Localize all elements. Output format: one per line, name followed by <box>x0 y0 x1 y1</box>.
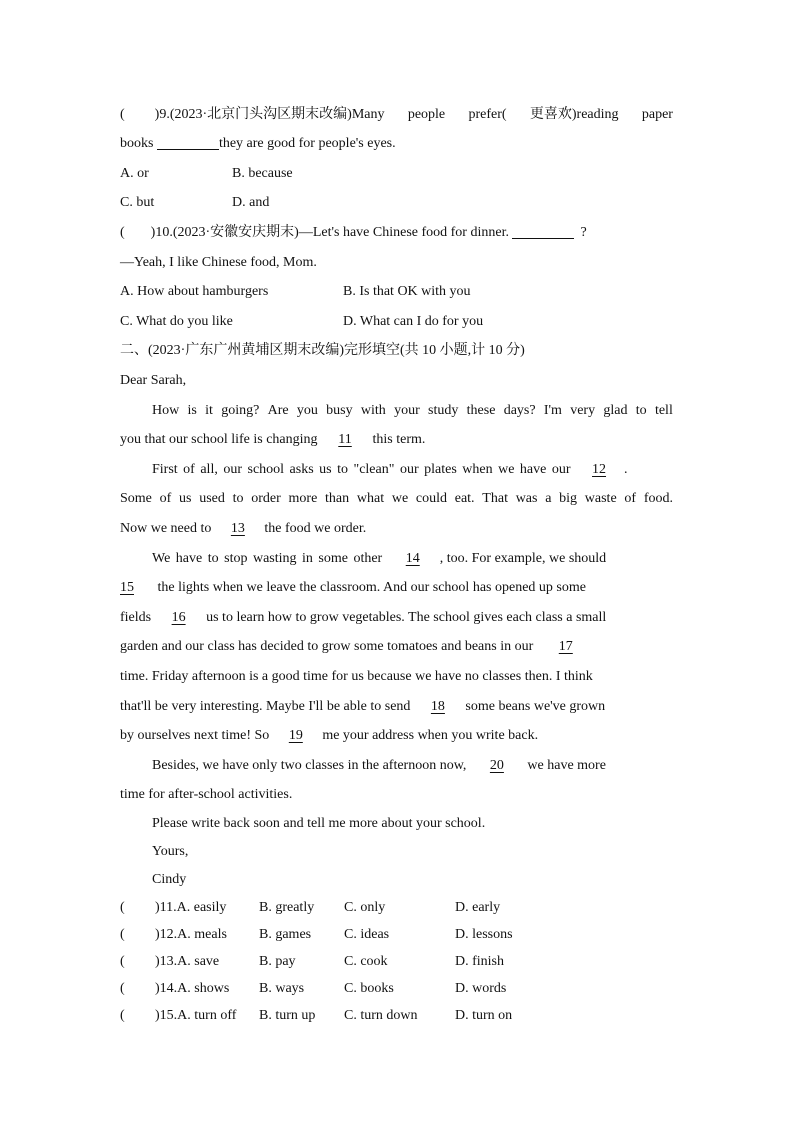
option-b[interactable]: B. games <box>259 927 312 942</box>
q9-option-b: B. because <box>232 166 293 181</box>
option-a[interactable]: )15.A. turn off <box>155 1008 237 1023</box>
option-c[interactable]: C. ideas <box>344 927 390 942</box>
letter-p5: Please write back soon and tell me more about your school. <box>152 816 486 831</box>
word: very <box>570 403 596 418</box>
option-a[interactable]: )14.A. shows <box>155 981 230 996</box>
option-a[interactable]: )11.A. easily <box>155 900 227 915</box>
option-d[interactable]: D. words <box>455 981 507 996</box>
word: is <box>187 403 197 418</box>
q9-text: books <box>120 136 154 151</box>
text: this term. <box>372 432 426 447</box>
letter-p1-line1 <box>152 401 673 421</box>
q9-answer-blank[interactable] <box>157 135 219 150</box>
word: food. <box>643 491 673 506</box>
word: more <box>288 491 318 506</box>
paren: ( <box>120 927 125 942</box>
word: you <box>296 403 318 418</box>
blank-14[interactable]: 14 <box>405 551 420 566</box>
option-b[interactable]: B. ways <box>259 981 305 996</box>
word: these <box>466 403 496 418</box>
letter-p3-line1 <box>152 549 606 569</box>
blank-19[interactable]: 19 <box>288 728 303 743</box>
q9-stem-line1 <box>120 105 673 125</box>
letter-p4-line1 <box>152 756 606 776</box>
text: We have to stop wasting in some other <box>152 551 383 566</box>
word: with <box>360 403 386 418</box>
word: tell <box>654 403 673 418</box>
option-row-13 <box>120 952 680 972</box>
word: I'm <box>543 403 562 418</box>
letter-p3-line2 <box>120 578 586 598</box>
word: Are <box>267 403 289 418</box>
letter-p2-line2 <box>120 489 673 509</box>
option-d[interactable]: D. turn on <box>455 1008 513 1023</box>
text: we have more <box>527 758 606 773</box>
text: Now we need to <box>120 521 212 536</box>
q9-option-d: D. and <box>232 195 270 210</box>
q10-option-a: A. How about hamburgers <box>120 284 269 299</box>
word: big <box>559 491 578 506</box>
option-row-15 <box>120 1006 680 1026</box>
letter-p2-line1 <box>152 460 628 480</box>
paren: ( <box>120 1008 125 1023</box>
word: glad <box>603 403 628 418</box>
option-row-12 <box>120 925 680 945</box>
section-title: 二、(2023·广东广州黄埔区期末改编)完形填空(共 10 小题,计 10 分) <box>120 343 525 358</box>
option-c[interactable]: C. only <box>344 900 386 915</box>
word: Some <box>120 491 152 506</box>
option-d[interactable]: D. finish <box>455 954 504 969</box>
q9-word: 更喜欢)reading <box>529 107 619 122</box>
letter-p3-line4 <box>120 637 573 657</box>
q9-label: )9.(2023·北京门头沟区期末改编)Many <box>154 107 385 122</box>
q10-stem-line2: —Yeah, I like Chinese food, Mom. <box>120 255 317 270</box>
word: How <box>152 403 180 418</box>
option-a[interactable]: )13.A. save <box>155 954 220 969</box>
word: us <box>179 491 192 506</box>
text: the food we order. <box>264 521 367 536</box>
word: study <box>428 403 459 418</box>
paren: ( <box>120 981 125 996</box>
blank-13[interactable]: 13 <box>230 521 245 536</box>
option-b[interactable]: B. greatly <box>259 900 315 915</box>
blank-16[interactable]: 16 <box>171 610 186 625</box>
option-c[interactable]: C. turn down <box>344 1008 418 1023</box>
text: , too. For example, we should <box>439 551 607 566</box>
q10-paren: ( <box>120 225 125 240</box>
letter-p3-line3 <box>120 608 606 628</box>
q10-text: )10.(2023·安徽安庆期末)—Let's have Chinese food for dinner. <box>150 225 509 240</box>
q9-paren: ( <box>120 107 125 122</box>
word: used <box>199 491 225 506</box>
letter-signature: Cindy <box>152 872 187 887</box>
option-d[interactable]: D. lessons <box>455 927 513 942</box>
option-row-14 <box>120 979 680 999</box>
letter-p3-line5: time. Friday afternoon is a good time for us because we have no classes then. I think <box>120 669 593 684</box>
option-c[interactable]: C. cook <box>344 954 388 969</box>
text: fields <box>120 610 152 625</box>
text: garden and our class has decided to grow some tomatoes and beans in our <box>120 639 534 654</box>
text: the lights when we leave the classroom. And our school has opened up some <box>157 580 586 595</box>
text: you that our school life is changing <box>120 432 318 447</box>
text: . <box>624 462 628 477</box>
letter-p4-line2: time for after-school activities. <box>120 787 293 802</box>
word: it <box>205 403 213 418</box>
blank-17[interactable]: 17 <box>558 639 573 654</box>
blank-12[interactable]: 12 <box>592 462 607 477</box>
blank-18[interactable]: 18 <box>430 699 445 714</box>
word: eat. <box>454 491 475 506</box>
word: what <box>356 491 385 506</box>
letter-p2-line3 <box>120 519 366 539</box>
word: order <box>251 491 281 506</box>
text: some beans we've grown <box>465 699 606 714</box>
word: a <box>545 491 552 506</box>
text: by ourselves next time! So <box>120 728 270 743</box>
word: of <box>624 491 637 506</box>
word: days? <box>503 403 536 418</box>
option-b[interactable]: B. pay <box>259 954 296 969</box>
blank-11[interactable]: 11 <box>338 432 352 447</box>
word: waste <box>584 491 617 506</box>
word: busy <box>326 403 353 418</box>
q10-option-c: C. What do you like <box>120 314 233 329</box>
letter-p1-line2 <box>120 430 425 450</box>
word: could <box>415 491 447 506</box>
q10-option-b: B. Is that OK with you <box>343 284 471 299</box>
word: of <box>159 491 172 506</box>
q9-stem-line2 <box>120 134 396 154</box>
option-c[interactable]: C. books <box>344 981 394 996</box>
word: going? <box>221 403 260 418</box>
q10-option-d: D. What can I do for you <box>343 314 484 329</box>
option-b[interactable]: B. turn up <box>259 1008 316 1023</box>
q9-option-a: A. or <box>120 166 149 181</box>
paren: ( <box>120 954 125 969</box>
word: was <box>515 491 538 506</box>
q9-option-c: C. but <box>120 195 155 210</box>
word: than <box>325 491 350 506</box>
word: to <box>232 491 244 506</box>
q9-text: they are good for people's eyes. <box>218 136 396 151</box>
option-a[interactable]: )12.A. meals <box>155 927 227 942</box>
word: That <box>482 491 508 506</box>
q10-answer-blank[interactable] <box>512 224 574 239</box>
q9-word: people <box>407 107 446 122</box>
letter-p3-line6 <box>120 697 605 717</box>
text: Besides, we have only two classes in the afternoon now, <box>152 758 467 773</box>
letter-p3-line7 <box>120 726 538 746</box>
q10-stem-line1 <box>120 223 587 243</box>
letter-greeting: Dear Sarah, <box>120 373 187 388</box>
text: First of all, our school asks us to "clean" our plates when we have our <box>152 462 571 477</box>
q9-word: prefer( <box>468 107 507 122</box>
paren: ( <box>120 900 125 915</box>
letter-closing: Yours, <box>152 844 189 859</box>
blank-20[interactable]: 20 <box>489 758 504 773</box>
word: we <box>391 491 409 506</box>
q10-qmark: ? <box>580 225 587 240</box>
text: that'll be very interesting. Maybe I'll be able to send <box>120 699 411 714</box>
word: your <box>394 403 420 418</box>
text: us to learn how to grow vegetables. The school gives each class a small <box>206 610 607 625</box>
word: to <box>635 403 647 418</box>
option-d[interactable]: D. early <box>455 900 501 915</box>
q9-word: paper <box>641 107 673 122</box>
blank-15[interactable]: 15 <box>120 580 134 595</box>
option-row-11 <box>120 898 680 918</box>
text: me your address when you write back. <box>322 728 539 743</box>
